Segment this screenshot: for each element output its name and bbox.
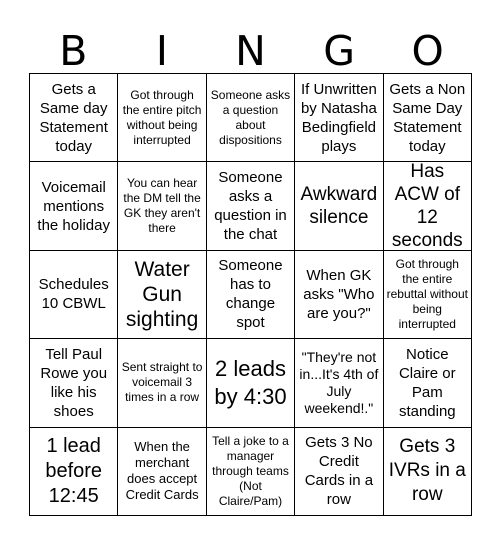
cell-text: If Unwritten by Natasha Bedingfield plays xyxy=(300,80,377,155)
cell-text: When the merchant does accept Credit Cards xyxy=(125,439,199,503)
cell-text: Got through the entire pitch without being interrupted xyxy=(122,87,202,147)
bingo-cell[interactable] xyxy=(384,428,472,516)
header-letter-b: B xyxy=(59,27,88,75)
bingo-cell[interactable] xyxy=(30,251,118,339)
cell-text: Tell a joke to a manager through teams (Not Claire/Pam) xyxy=(212,433,289,508)
bingo-cell[interactable] xyxy=(207,428,295,516)
cell-text: Someone asks a question about dispositions xyxy=(210,87,291,147)
cell-text: Tell Paul Rowe you like his shoes xyxy=(40,345,108,420)
bingo-cell[interactable] xyxy=(30,74,118,162)
bingo-cell[interactable] xyxy=(118,339,206,427)
bingo-cell[interactable] xyxy=(30,428,118,516)
bingo-cell[interactable] xyxy=(384,339,472,427)
cell-text: Someone has to change spot xyxy=(218,257,283,332)
bingo-cell[interactable] xyxy=(30,162,118,250)
bingo-cell[interactable] xyxy=(384,162,472,250)
cell-text: When GK asks "Who are you?" xyxy=(303,266,375,322)
cell-text: Gets a Non Same Day Statement today xyxy=(389,80,466,155)
bingo-cell[interactable] xyxy=(118,251,206,339)
bingo-cell[interactable] xyxy=(295,251,383,339)
cell-text: Got through the entire rebuttal without being interrupted xyxy=(386,256,468,331)
cell-text: Someone asks a question in the chat xyxy=(214,169,287,244)
bingo-cell[interactable] xyxy=(30,339,118,427)
cell-text: Sent straight to voicemail 3 times in a row xyxy=(121,360,203,405)
cell-text: Notice Claire or Pam standing xyxy=(398,345,456,420)
bingo-cell[interactable] xyxy=(295,74,383,162)
cell-text: "They're not in...It's 4th of July weekend!." xyxy=(299,348,379,416)
bingo-cell[interactable] xyxy=(384,74,472,162)
header-letter-n: N xyxy=(235,27,266,75)
bingo-cell[interactable] xyxy=(207,162,295,250)
bingo-cell[interactable] xyxy=(295,339,383,427)
cell-text: 2 leads by 4:30 xyxy=(214,355,287,409)
cell-text: Has ACW of 12 seconds xyxy=(391,162,463,251)
bingo-cell[interactable] xyxy=(207,339,295,427)
cell-text: Gets 3 No Credit Cards in a row xyxy=(304,434,374,509)
cell-text: Water Gun sighting xyxy=(125,257,199,331)
cell-text: 1 lead before 12:45 xyxy=(45,434,103,507)
header-letter-i: I xyxy=(155,27,168,75)
bingo-cell[interactable] xyxy=(295,428,383,516)
bingo-cell[interactable] xyxy=(118,74,206,162)
cell-text: You can hear the DM tell the GK they aren't there xyxy=(123,176,201,236)
header-letter-o: O xyxy=(411,27,444,75)
bingo-cell[interactable] xyxy=(207,251,295,339)
bingo-cell[interactable] xyxy=(295,162,383,250)
bingo-cell[interactable] xyxy=(207,74,295,162)
header-letter-g: G xyxy=(323,27,355,75)
bingo-cell[interactable] xyxy=(118,162,206,250)
cell-text: Gets a Same day Statement today xyxy=(39,80,108,155)
bingo-header xyxy=(29,26,472,76)
cell-text: Gets 3 IVRs in a row xyxy=(388,436,466,506)
cell-text: Awkward silence xyxy=(300,184,378,229)
bingo-board xyxy=(29,73,472,516)
bingo-cell[interactable] xyxy=(118,428,206,516)
cell-text: Schedules 10 CBWL xyxy=(38,276,109,313)
bingo-cell[interactable] xyxy=(384,251,472,339)
cell-text: Voicemail mentions the holiday xyxy=(37,178,110,234)
